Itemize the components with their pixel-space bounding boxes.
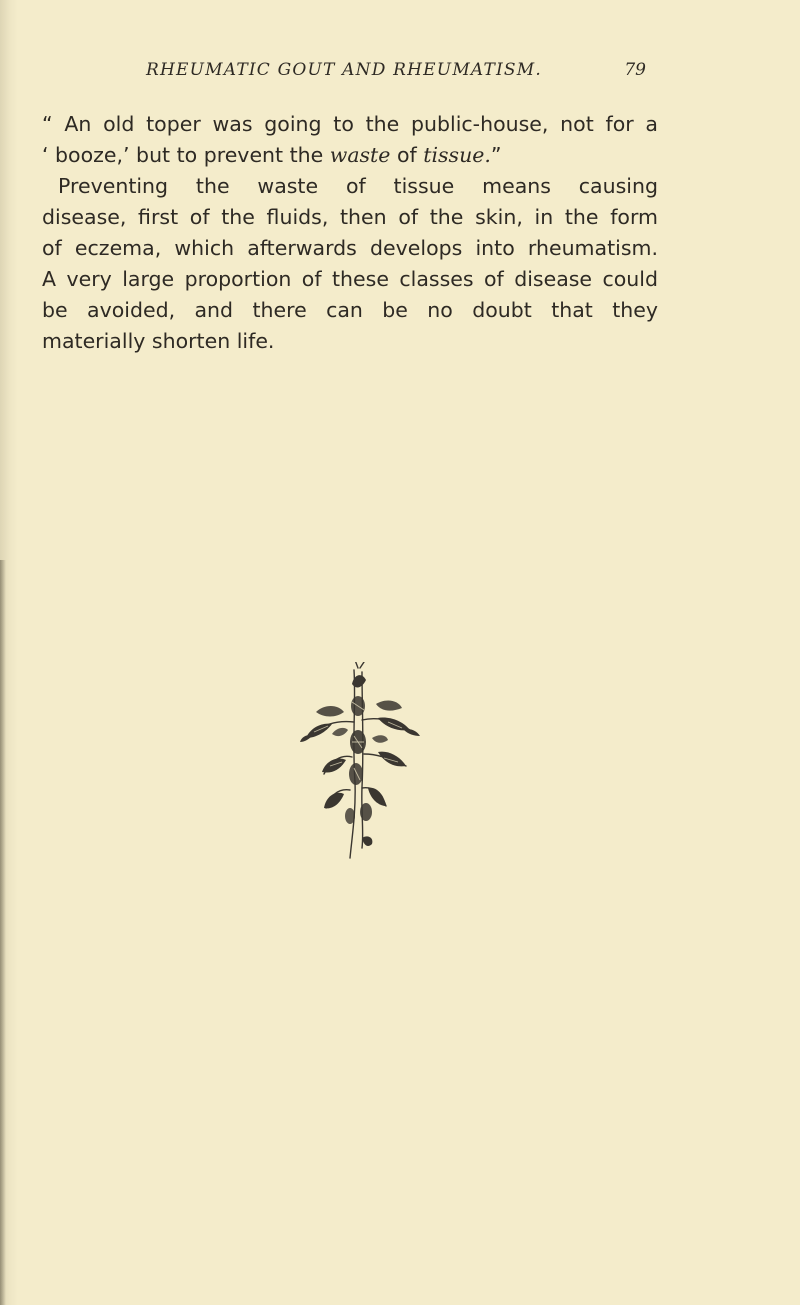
text-segment: of eczema, which afterwards develops into rheumatism. xyxy=(42,236,658,260)
italic-text: tissue. xyxy=(423,143,491,167)
running-head-title: RHEUMATIC GOUT AND RHEUMATISM. xyxy=(146,60,542,80)
text-line xyxy=(42,295,658,326)
text-segment: of xyxy=(390,143,424,167)
page-gutter-shadow xyxy=(0,560,6,1305)
floral-tailpiece-icon xyxy=(292,662,436,862)
text-segment: disease, first of the fluids, then of the skin, in the form xyxy=(42,205,658,229)
body-text xyxy=(42,109,658,357)
text-segment: “ An old toper was going to the public-house, not for a xyxy=(42,112,658,136)
text-line xyxy=(42,171,658,202)
italic-text: waste xyxy=(329,143,391,167)
text-segment: A very large proportion of these classes of disease could xyxy=(42,267,658,291)
text-line xyxy=(42,233,658,264)
text-segment: ” xyxy=(490,143,502,167)
page-number: 79 xyxy=(624,60,646,80)
text-segment: ‘ booze,’ but to prevent the xyxy=(42,143,330,167)
text-line xyxy=(42,264,658,295)
text-line xyxy=(42,140,658,171)
text-line xyxy=(42,109,658,140)
text-segment: materially shorten life. xyxy=(42,329,275,353)
running-head xyxy=(130,60,660,88)
text-line xyxy=(42,326,658,357)
text-segment: be avoided, and there can be no doubt that they xyxy=(42,298,658,322)
text-line xyxy=(42,202,658,233)
text-segment: Preventing the waste of tissue means causing xyxy=(58,174,658,198)
